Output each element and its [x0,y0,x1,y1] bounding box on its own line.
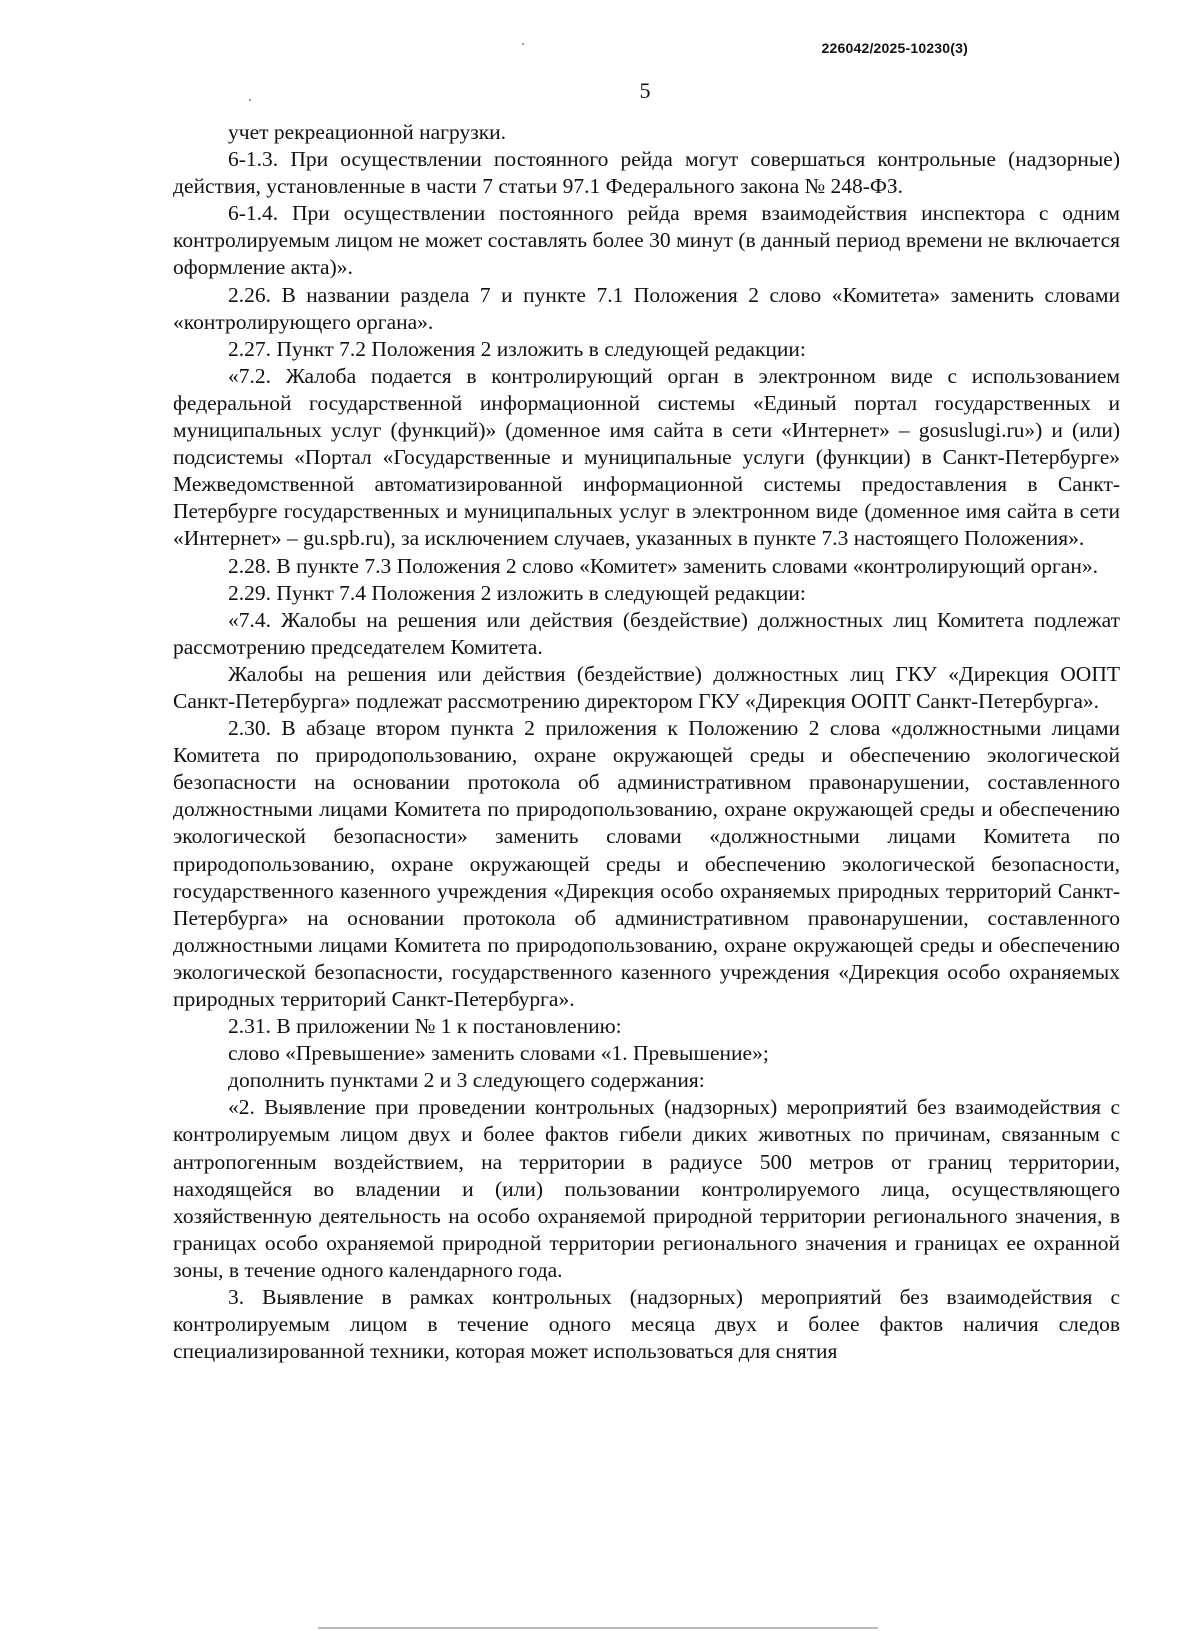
scan-artifact-line [318,1627,878,1629]
scan-speck [249,99,251,101]
page-number: 5 [639,78,651,103]
scan-speck [522,43,524,45]
paragraph: 2.29. Пункт 7.4 Положения 2 изложить в следующей редакции: [228,580,806,605]
document-registration-number: 226042/2025-10230(3) [821,40,968,56]
paragraph: 2.27. Пункт 7.2 Положения 2 изложить в следующей редакции: [228,336,806,361]
paragraph: 2.26. В названии раздела 7 и пункте 7.1 Положения 2 слово «Комитета» заменить словами «контролирующего органа». [173,282,1120,334]
paragraph: 6-1.4. При осуществлении постоянного рейда время взаимодействия инспектора с одним контролируемым лицом не может составлять более 30 минут (в данный период времени не включается оформление акта)». [173,201,1120,280]
paragraph: 2.30. В абзаце втором пункта 2 приложения к Положению 2 слова «должностными лицами Комитета по природопользованию, охране окружающей среды и обеспечению экологической безопасности на основании протокола об административном правонарушении, составленного должностными лицами Комитета по природопользованию, охране окружающей среды и обеспечению экологической безопасности» заменить словами «должностными лицами Комитета по природопользованию, охране окружающей среды и обеспечению экологической безопасности, государственного казенного учреждения «Дирекция особо охраняемых природных территорий Санкт-Петербурга» на основании протокола об административном правонарушении, составленного должностными лицами Комитета по природопользованию, охране окружающей среды и обеспечению экологической безопасности, государственного казенного учреждения «Дирекция особо охраняемых природных территорий Санкт-Петербурга». [173,716,1120,1011]
paragraph: «2. Выявление при проведении контрольных (надзорных) мероприятий без взаимодействия с контролируемым лицом двух и более фактов гибели диких животных по причинам, связанным с антропогенным воздействием, на территории в радиусе 500 метров от границ территории, находящейся во владении и (или) пользовании контролируемого лица, осуществляющего хозяйственную деятельность на особо охраняемой природной территории регионального значения, в границах особо охраняемой природной территории регионального значения и границах ее охранной зоны, в течение одного календарного года. [173,1095,1120,1282]
paragraph: слово «Превышение» заменить словами «1. Превышение»; [228,1041,769,1066]
document-body [173,119,1120,1365]
paragraph: 2.31. В приложении № 1 к постановлению: [228,1014,622,1039]
paragraph: учет рекреационной нагрузки. [228,120,507,144]
paragraph: «7.2. Жалоба подается в контролирующий орган в электронном виде с использованием федеральной государственной информационной системы «Единый портал государственных и муниципальных услуг (функций)» (доменное имя сайта в сети «Интернет» – gosuslugi.ru») и (или) подсистемы «Портал «Государственные и муниципальные услуги (функции) в Санкт-Петербурге» Межведомственной автоматизированной информационной системы предоставления в Санкт-Петербурге государственных и муниципальных услуг в электронном виде (доменное имя сайта в сети «Интернет» – gu.spb.ru), за исключением случаев, указанных в пункте 7.3 настоящего Положения». [173,363,1120,551]
paragraph: дополнить пунктами 2 и 3 следующего содержания: [228,1068,705,1093]
paragraph: 3. Выявление в рамках контрольных (надзорных) мероприятий без взаимодействия с контролируемым лицом в течение одного месяца двух и более фактов наличия следов специализированной техники, которая может использоваться для снятия [173,1285,1120,1364]
paragraph: 2.28. В пункте 7.3 Положения 2 слово «Комитет» заменить словами «контролирующий орган». [228,553,1098,578]
paragraph: «7.4. Жалобы на решения или действия (бездействие) должностных лиц Комитета подлежат рассмотрению председателем Комитета. [173,607,1120,659]
paragraph: Жалобы на решения или действия (бездействие) должностных лиц ГКУ «Дирекция ООПТ Санкт-Петербурга» подлежат рассмотрению директором ГКУ «Дирекция ООПТ Санкт-Петербурга». [173,661,1120,713]
paragraph: 6-1.3. При осуществлении постоянного рейда могут совершаться контрольные (надзорные) действия, установленные в части 7 статьи 97.1 Федерального закона № 248-ФЗ. [173,147,1120,199]
